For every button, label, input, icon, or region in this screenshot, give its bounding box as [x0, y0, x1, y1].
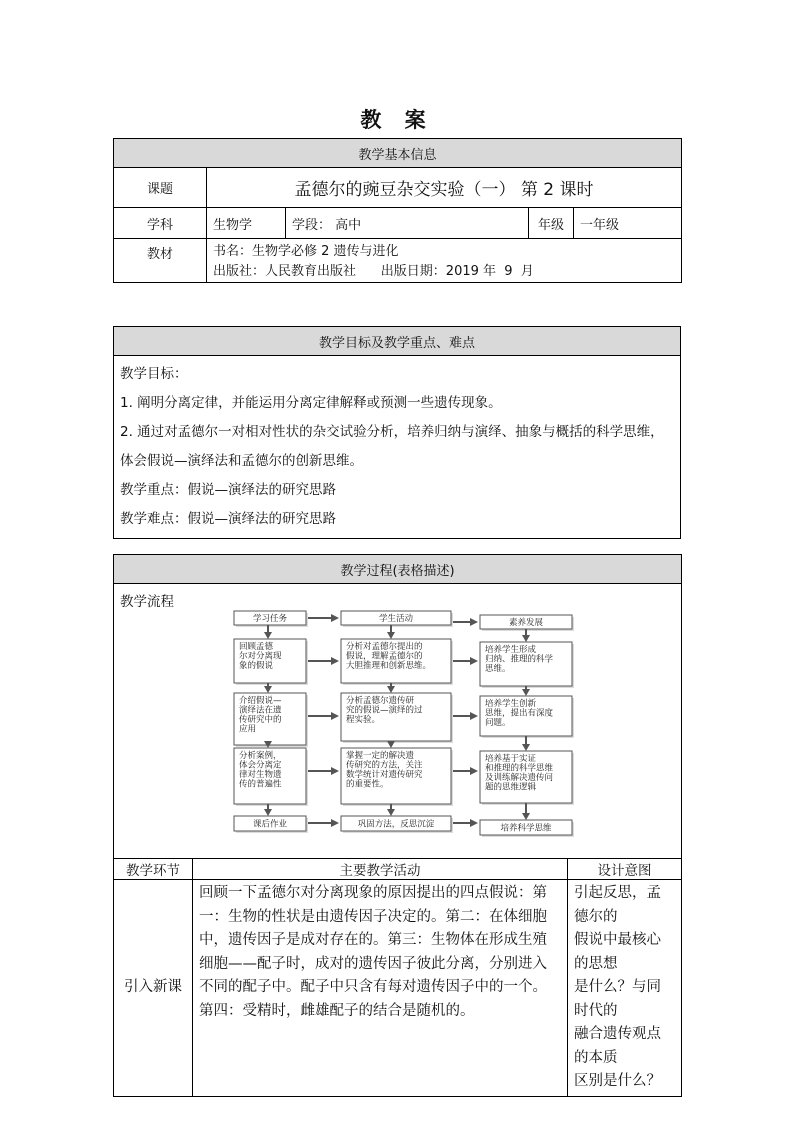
subject-value: 生物学 [207, 208, 286, 239]
intent-line: 是什么？与同时代的 [574, 979, 661, 1019]
document-title: 教 案 [360, 108, 434, 132]
flow-bottom-3-text: 培养科学思维 [499, 823, 552, 833]
goal-2-line-1: 2. 通过对孟德尔一对相对性状的杂交试验分析，培养归纳与演绎、抽象与概括的科学思维， [120, 424, 664, 440]
flow-label: 教学流程 [120, 594, 174, 610]
objectives-body [114, 356, 681, 539]
goal-2-line-2: 体会假说—演绎法和孟德尔的创新思维。 [120, 453, 363, 469]
flow-box-r3-c1-text: 体会分离定 [238, 760, 282, 770]
flow-box-r2-c2-text: 分析孟德尔遗传研 [345, 695, 414, 706]
flow-box-r3-c2-text: 数学统计对遗传研究 [345, 769, 423, 780]
process-table [113, 554, 682, 1097]
col-header-phase: 教学环节 [114, 859, 193, 880]
flow-box-r1-c2-text: 分析对孟德尔提出的 [345, 641, 423, 652]
flow-box-r2-c1-text: 传研究中的 [238, 714, 282, 725]
flow-header-3-text: 素养发展 [508, 617, 543, 628]
topic-value: 孟德尔的豌豆杂交实验（一） 第 2 课时 [207, 168, 682, 208]
flow-header-1-text: 学习任务 [252, 613, 287, 624]
activity-line: 一：生物的性状是由遗传因子决定的。第二：在体细胞 [199, 908, 547, 925]
activity-line: 中，遗传因子是成对存在的。第三：生物体在形成生殖 [199, 932, 547, 948]
flow-box-r3-c2-text: 的重要性。 [345, 779, 389, 789]
topic-label: 课题 [114, 168, 207, 208]
intent-line: 假说中最核心的思想 [574, 932, 661, 972]
flow-arrow-v3-1-head [522, 635, 530, 642]
flow-arrow-h2-5-head [470, 819, 478, 827]
flow-arrow-h2-1-head [470, 618, 478, 626]
goal-1: 1. 阐明分离定律，并能运用分离定律解释或预测一些遗传现象。 [120, 395, 502, 411]
flow-box-r3-c3-text: 及训练解决遗传问 [484, 772, 553, 783]
textbook-info [207, 239, 682, 283]
flow-arrow-v2-2-head [387, 686, 395, 693]
flow-box-r1-c2-text: 假说，理解孟德尔的 [345, 651, 423, 661]
flow-box-r2-c3-text: 问题。 [484, 717, 511, 728]
intro-intent [568, 880, 682, 1097]
flow-box-r1-c3-text: 思维。 [484, 663, 511, 674]
basic-info-header: 教学基本信息 [114, 139, 682, 168]
flow-arrow-h1-3-head [331, 712, 339, 720]
flow-arrow-h1-4-head [331, 767, 339, 775]
flow-cell [114, 584, 682, 859]
grade-label: 年级 [529, 208, 574, 239]
flow-arrow-h2-4-head [470, 767, 478, 775]
flow-arrow-v2-1-head [387, 632, 395, 639]
flow-header-2-text: 学生活动 [378, 613, 413, 624]
intro-phase: 引入新课 [114, 880, 193, 1097]
intro-activity [193, 880, 568, 1097]
flow-arrow-h1-1-head [331, 614, 339, 622]
textbook-label: 教材 [114, 239, 207, 283]
book-line: 书名：生物学必修 2 遗传与进化 [213, 243, 399, 259]
flow-box-r3-c1-text: 分析案例， [238, 750, 282, 761]
stage-label: 学段： 高中 [286, 208, 529, 239]
flow-arrow-v1-4-head [264, 809, 272, 816]
flow-box-r2-c1-text: 介绍假说— [238, 695, 282, 706]
flow-bottom-2-text: 巩固方法，反思沉淀 [357, 819, 434, 829]
flow-bottom-1-text: 课后作业 [252, 819, 287, 829]
flow-box-r3-c1-text: 律对生物遗 [238, 769, 282, 780]
intent-line: 引起反思，孟德尔的 [574, 885, 661, 925]
flow-box-r2-c2-text: 程实验。 [345, 714, 380, 725]
flow-box-r3-c3-text: 培养基于实证 [484, 753, 536, 764]
subject-label: 学科 [114, 208, 207, 239]
basic-info-table [113, 138, 682, 283]
flow-arrow-v2-3-head [387, 741, 395, 748]
flow-box-r3-c1-text: 传的普遍性 [238, 779, 282, 789]
flow-box-r2-c3-text: 思维，提出有深度 [484, 708, 553, 718]
flow-box-r3-c2-text: 传研究的方法，关注 [345, 760, 423, 770]
flow-box-r3-c3-text: 和推理的科学思维 [484, 763, 553, 773]
flow-arrow-h1-2-head [331, 657, 339, 665]
intent-line: 区别是什么？ [574, 1073, 661, 1089]
flow-box-r3-c2-text: 掌握一定的解决遗 [345, 750, 414, 761]
flow-arrow-v2-4-head [387, 809, 395, 816]
flow-arrow-v3-2-head [522, 689, 530, 696]
flow-box-r2-c2-text: 究的假说—演绎的过 [345, 705, 423, 715]
intent-line: 融合遗传观点的本质 [574, 1026, 661, 1066]
flow-arrow-h2-2-head [470, 657, 478, 665]
flow-box-r2-c1-text: 应用 [238, 724, 256, 734]
flow-box-r2-c1-text: 演绎法在遗 [238, 705, 282, 715]
flow-box-r1-c3-text: 培养学生形成 [484, 644, 536, 655]
difficulty: 教学难点：假说—演绎法的研究思路 [120, 511, 336, 527]
flow-arrow-h2-3-head [470, 712, 478, 720]
flow-arrow-v1-1-head [264, 632, 272, 639]
activity-line: 第四：受精时，雌雄配子的结合是随机的。 [199, 1002, 475, 1019]
flow-arrow-h1-5-head [331, 819, 339, 827]
flow-box-r2-c3-text: 培养学生创新 [484, 698, 536, 709]
flow-box-r1-c1-text: 象的假说 [238, 660, 273, 671]
flow-arrow-v3-3-head [522, 744, 530, 751]
activity-line: 不同的配子中。配子中只含有每对遗传因子中的一个。 [199, 979, 547, 995]
flow-arrow-v3-4-head [522, 813, 530, 820]
grade-value: 一年级 [574, 208, 682, 239]
col-header-activity: 主要教学活动 [193, 859, 568, 880]
activity-line: 回顾一下孟德尔对分离现象的原因提出的四点假说：第 [199, 885, 547, 901]
flow-box-r1-c1-text: 尔对分离现 [238, 651, 282, 661]
flowchart [234, 611, 584, 849]
flow-box-r3-c3-text: 题的思维逻辑 [484, 782, 536, 792]
flow-arrow-v1-2-head [264, 686, 272, 693]
flow-box-r1-c1-text: 回顾孟德 [238, 641, 273, 652]
objectives-table [113, 326, 681, 539]
publisher-line: 出版社：人民教育出版社 出版日期：2019 年 9 月 [213, 263, 534, 279]
objectives-header: 教学目标及教学重点、难点 [114, 327, 681, 356]
process-header: 教学过程(表格描述) [114, 555, 682, 584]
activity-line: 细胞——配子时，成对的遗传因子彼此分离，分别进入 [199, 955, 547, 972]
flow-box-r1-c3-text: 归纳、推理的科学 [484, 654, 553, 664]
col-header-intent: 设计意图 [568, 859, 682, 880]
flow-box-r1-c2-text: 大胆推理和创新思维。 [345, 660, 431, 671]
goal-label: 教学目标： [120, 366, 188, 382]
key-point: 教学重点：假说—演绎法的研究思路 [120, 482, 336, 498]
